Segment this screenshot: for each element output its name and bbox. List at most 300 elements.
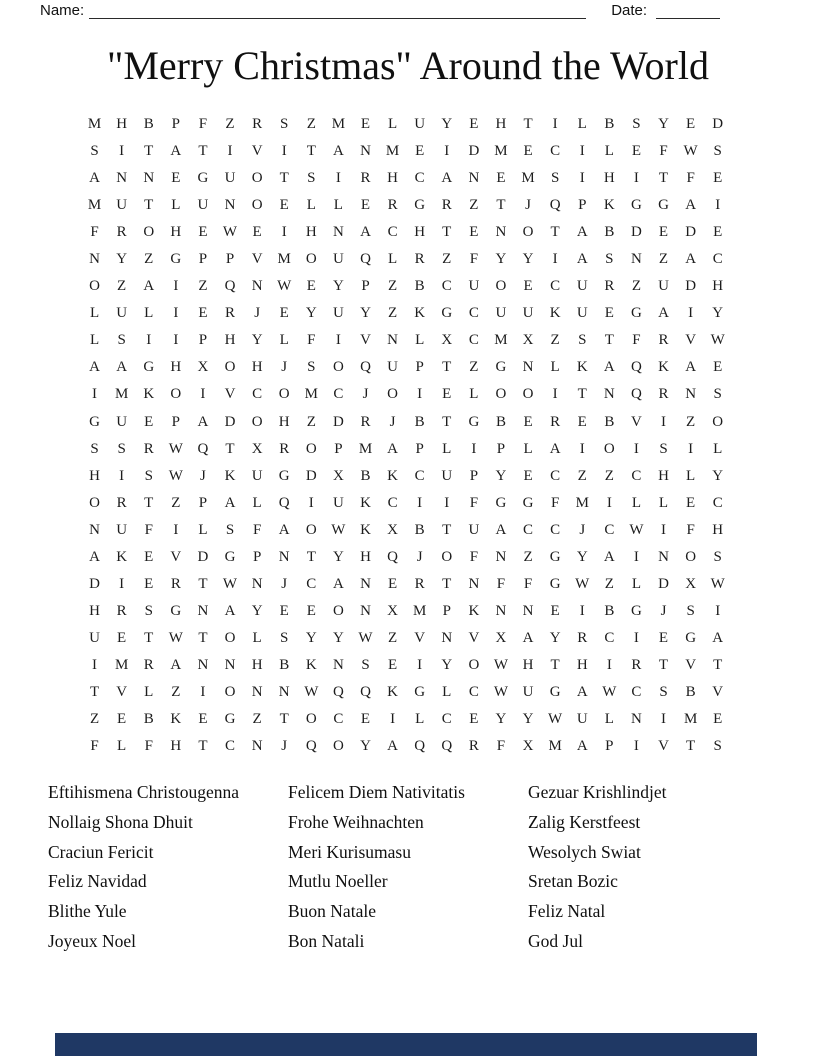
grid-letter: I (173, 278, 179, 295)
grid-letter: E (631, 143, 641, 160)
grid-letter: W (222, 224, 238, 241)
grid-letter: H (170, 224, 182, 241)
grid-letter: T (144, 143, 154, 160)
grid-letter: T (442, 413, 452, 430)
grid-letter: Y (522, 711, 534, 728)
grid-letter: S (280, 116, 289, 133)
grid-letter: L (252, 629, 262, 646)
grid-letter: U (522, 305, 534, 322)
grid-letter: Z (658, 251, 669, 268)
grid-letter: Z (577, 467, 587, 484)
grid-letter: N (251, 278, 263, 295)
word-list-item: Mutlu Noeller (288, 871, 388, 892)
grid-letter: W (304, 684, 319, 700)
grid-letter: K (224, 467, 236, 484)
grid-letter: E (713, 711, 723, 728)
grid-letter: P (252, 548, 262, 565)
grid-letter: M (521, 170, 535, 187)
grid-letter: A (576, 224, 588, 241)
grid-letter: D (305, 467, 317, 484)
grid-letter: V (658, 738, 669, 755)
grid-letter: W (629, 521, 644, 538)
grid-letter: Y (658, 116, 669, 133)
grid-letter: S (280, 629, 289, 646)
grid-letter: R (414, 575, 425, 592)
grid-letter: Y (549, 629, 561, 646)
grid-letter: R (252, 116, 263, 133)
grid-letter: G (658, 197, 669, 214)
grid-letter: L (631, 494, 641, 511)
grid-letter: O (495, 278, 507, 295)
grid-letter: C (441, 711, 452, 728)
grid-letter: B (495, 413, 506, 430)
grid-letter: S (713, 143, 722, 160)
grid-letter: S (144, 602, 153, 619)
grid-letter: H (522, 656, 534, 673)
grid-letter: S (90, 143, 99, 160)
grid-letter: A (170, 143, 182, 160)
word-list-item: Bon Natali (288, 930, 365, 951)
grid-letter: W (277, 278, 292, 295)
grid-letter: D (89, 575, 100, 592)
grid-letter: A (495, 521, 507, 538)
grid-letter: Q (631, 359, 642, 376)
grid-letter: E (469, 224, 479, 241)
grid-letter: T (306, 548, 316, 565)
grid-letter: S (659, 684, 668, 700)
grid-letter: E (686, 494, 696, 511)
grid-letter: W (331, 521, 346, 538)
grid-letter: O (332, 602, 344, 619)
grid-letter: G (224, 711, 236, 728)
grid-letter: U (332, 305, 344, 322)
grid-letter: U (224, 170, 236, 187)
grid-letter: O (170, 386, 182, 403)
grid-letter: G (170, 251, 182, 268)
grid-letter: T (713, 656, 723, 673)
grid-letter: S (117, 332, 126, 349)
grid-letter: W (493, 684, 509, 700)
grid-letter: O (305, 521, 317, 538)
grid-letter: A (89, 359, 100, 376)
grid-letter: C (550, 467, 561, 484)
grid-letter: J (200, 467, 206, 484)
grid-letter: I (606, 494, 612, 511)
grid-letter: L (658, 494, 669, 511)
grid-letter: T (442, 521, 452, 538)
grid-letter: E (144, 413, 154, 430)
grid-letter: L (442, 684, 452, 700)
grid-letter: V (685, 332, 697, 349)
grid-letter: C (333, 711, 344, 728)
grid-letter: N (251, 684, 263, 700)
grid-letter: I (633, 548, 639, 565)
grid-letter: I (119, 143, 125, 160)
grid-letter: I (417, 494, 423, 511)
grid-letter: C (306, 575, 317, 592)
word-list-item: Wesolych Swiat (528, 841, 641, 862)
grid-letter: M (575, 494, 589, 511)
grid-letter: C (441, 278, 452, 295)
grid-letter: Z (387, 629, 398, 646)
grid-letter: Z (225, 116, 235, 133)
grid-letter: D (468, 143, 480, 160)
grid-letter: T (686, 738, 696, 755)
grid-letter: K (116, 548, 128, 565)
grid-letter: E (523, 278, 533, 295)
grid-letter: P (578, 197, 587, 214)
grid-letter: L (577, 116, 587, 133)
grid-letter: Q (197, 440, 209, 457)
grid-letter: F (659, 143, 668, 160)
grid-letter: S (307, 359, 316, 376)
grid-letter: R (658, 386, 669, 403)
grid-letter: Q (360, 251, 371, 268)
grid-letter: N (224, 656, 236, 673)
grid-letter: L (89, 305, 100, 322)
grid-letter: I (92, 656, 98, 673)
grid-letter: Y (441, 116, 453, 133)
grid-letter: B (414, 521, 425, 538)
grid-letter: S (659, 440, 668, 457)
grid-letter: C (550, 143, 561, 160)
grid-letter: A (685, 251, 697, 268)
grid-letter: G (495, 494, 507, 511)
grid-letter: I (173, 305, 179, 322)
grid-letter: I (335, 170, 341, 187)
grid-letter: U (522, 684, 534, 700)
grid-letter: X (441, 332, 453, 349)
grid-letter: O (224, 359, 236, 376)
grid-letter: U (658, 278, 669, 295)
grid-letter: H (712, 521, 724, 538)
grid-letter: Y (332, 548, 344, 565)
grid-letter: Z (550, 332, 560, 349)
grid-letter: W (683, 143, 698, 160)
grid-letter: X (251, 440, 263, 457)
grid-letter: K (576, 359, 588, 376)
grid-letter: Y (712, 305, 724, 322)
grid-letter: G (143, 359, 155, 376)
grid-letter: V (251, 251, 263, 268)
grid-letter: O (712, 413, 724, 430)
grid-letter: P (198, 494, 208, 511)
grid-letter: C (252, 386, 263, 403)
grid-letter: E (415, 143, 425, 160)
grid-letter: R (143, 440, 154, 457)
grid-letter: L (387, 251, 398, 268)
grid-letter: I (92, 386, 98, 403)
grid-letter: Z (171, 494, 181, 511)
grid-letter: O (495, 386, 507, 403)
word-list-item: Blithe Yule (48, 901, 127, 922)
grid-letter: L (604, 711, 614, 728)
grid-letter: I (281, 143, 287, 160)
grid-letter: A (387, 440, 398, 457)
grid-letter: T (523, 116, 533, 133)
grid-letter: T (442, 575, 452, 592)
grid-letter: L (198, 521, 208, 538)
grid-letter: R (550, 413, 561, 430)
grid-letter: D (224, 413, 236, 430)
grid-letter: W (710, 575, 725, 592)
grid-letter: U (441, 467, 453, 484)
grid-letter: W (548, 711, 563, 728)
grid-letter: M (331, 116, 346, 133)
name-blank-line (89, 4, 586, 19)
grid-letter: H (305, 224, 317, 241)
grid-letter: Y (116, 251, 128, 268)
grid-letter: L (631, 575, 641, 592)
grid-letter: O (224, 684, 236, 700)
grid-letter: U (576, 711, 588, 728)
grid-letter: O (305, 711, 317, 728)
grid-letter: E (306, 602, 316, 619)
grid-letter: L (387, 116, 398, 133)
grid-letter: O (522, 224, 534, 241)
grid-letter: I (119, 467, 125, 484)
grid-letter: Y (360, 738, 371, 755)
grid-letter: L (333, 197, 343, 214)
grid-letter: X (522, 332, 534, 349)
grid-letter: T (198, 143, 208, 160)
grid-letter: V (685, 656, 697, 673)
grid-letter: L (89, 332, 100, 349)
grid-letter: N (224, 197, 236, 214)
grid-letter: W (358, 629, 373, 646)
grid-letter: Z (144, 251, 154, 268)
grid-letter: A (116, 359, 128, 376)
grid-letter: E (198, 305, 208, 322)
grid-letter: J (525, 197, 531, 214)
grid-letter: I (444, 143, 450, 160)
grid-letter: S (225, 521, 235, 538)
grid-letter: O (305, 251, 317, 268)
grid-letter: I (715, 602, 721, 619)
grid-letter: B (604, 224, 615, 241)
grid-letter: H (89, 467, 100, 484)
grid-letter: C (631, 467, 642, 484)
grid-letter: R (170, 575, 181, 592)
grid-letter: W (168, 629, 183, 646)
grid-letter: I (552, 251, 558, 268)
grid-letter: I (579, 440, 585, 457)
grid-letter: P (171, 413, 180, 430)
grid-letter: Q (631, 386, 642, 403)
grid-letter: I (579, 170, 585, 187)
grid-letter: I (633, 440, 639, 457)
grid-letter: A (360, 224, 371, 241)
grid-letter: N (522, 359, 534, 376)
grid-letter: T (442, 359, 452, 376)
grid-letter: Z (306, 413, 316, 430)
grid-letter: R (360, 170, 371, 187)
grid-letter: C (550, 521, 561, 538)
grid-letter: R (658, 332, 669, 349)
grid-letter: C (604, 629, 615, 646)
grid-letter: P (605, 738, 614, 755)
grid-letter: I (417, 656, 423, 673)
grid-letter: I (390, 711, 396, 728)
grid-letter: T (442, 224, 452, 241)
word-list-item: Zalig Kerstfeest (528, 811, 641, 832)
grid-letter: G (522, 494, 534, 511)
grid-letter: R (604, 278, 615, 295)
grid-letter: K (387, 684, 398, 700)
grid-letter: S (144, 467, 153, 484)
grid-letter: L (117, 738, 127, 755)
grid-letter: O (305, 440, 317, 457)
grid-letter: F (469, 548, 479, 565)
grid-letter: Y (332, 629, 344, 646)
grid-letter: N (197, 656, 209, 673)
grid-letter: R (414, 251, 425, 268)
grid-letter: H (495, 116, 507, 133)
grid-letter: O (685, 548, 697, 565)
grid-letter: N (278, 684, 290, 700)
grid-letter: K (143, 386, 155, 403)
grid-letter: U (576, 305, 588, 322)
grid-letter: V (712, 684, 724, 700)
grid-letter: C (550, 278, 561, 295)
grid-letter: T (144, 494, 154, 511)
grid-letter: Z (631, 278, 641, 295)
grid-letter: O (332, 738, 344, 755)
grid-letter: T (604, 332, 614, 349)
grid-letter: F (198, 116, 208, 133)
grid-letter: E (360, 711, 371, 728)
grid-letter: X (685, 575, 697, 592)
grid-letter: S (605, 251, 614, 268)
grid-letter: A (576, 684, 588, 700)
grid-letter: V (224, 386, 236, 403)
grid-letter: D (685, 224, 697, 241)
grid-letter: H (224, 332, 236, 349)
grid-letter: F (252, 521, 262, 538)
grid-letter: O (143, 224, 155, 241)
grid-letter: D (631, 224, 642, 241)
grid-letter: L (713, 440, 723, 457)
grid-letter: I (173, 521, 179, 538)
grid-letter: Y (332, 278, 344, 295)
grid-letter: P (361, 278, 370, 295)
grid-letter: B (360, 467, 371, 484)
grid-letter: E (252, 224, 262, 241)
grid-letter: S (686, 602, 695, 619)
grid-letter: A (576, 738, 588, 755)
grid-letter: V (360, 332, 371, 349)
grid-letter: S (632, 116, 641, 133)
grid-letter: N (360, 143, 371, 160)
grid-letter: J (281, 359, 288, 376)
grid-letter: N (495, 548, 507, 565)
grid-letter: L (279, 332, 289, 349)
word-list-item: Nollaig Shona Dhuit (48, 811, 193, 832)
grid-letter: E (523, 413, 533, 430)
grid-letter: R (143, 656, 154, 673)
grid-letter: G (549, 575, 561, 592)
grid-letter: E (523, 467, 533, 484)
name-label: Name: (40, 2, 85, 19)
grid-letter: P (225, 251, 235, 268)
grid-letter: I (444, 494, 450, 511)
grid-letter: L (604, 143, 614, 160)
word-list-item: Eftihismena Christougenna (48, 782, 240, 802)
grid-letter: Y (251, 332, 263, 349)
grid-letter: Z (442, 251, 452, 268)
grid-letter: Z (252, 711, 262, 728)
grid-letter: F (144, 521, 153, 538)
grid-letter: W (168, 440, 183, 457)
grid-letter: K (170, 711, 182, 728)
grid-letter: M (358, 440, 373, 457)
grid-letter: I (200, 386, 206, 403)
grid-letter: E (577, 413, 587, 430)
grid-letter: G (631, 197, 642, 214)
grid-letter: S (90, 440, 99, 457)
grid-letter: E (469, 116, 479, 133)
grid-letter: U (332, 494, 344, 511)
grid-letter: B (414, 413, 425, 430)
grid-letter: R (360, 413, 371, 430)
grid-letter: G (631, 305, 642, 322)
grid-letter: I (661, 413, 667, 430)
grid-letter: L (686, 467, 696, 484)
grid-letter: T (225, 440, 235, 457)
grid-letter: U (387, 359, 398, 376)
grid-letter: C (712, 494, 723, 511)
grid-letter: W (493, 656, 509, 673)
grid-letter: U (116, 197, 128, 214)
grid-letter: E (469, 711, 479, 728)
grid-letter: Z (604, 575, 614, 592)
grid-letter: M (114, 386, 129, 403)
grid-letter: N (468, 170, 480, 187)
grid-letter: L (306, 197, 316, 214)
grid-letter: T (144, 197, 154, 214)
grid-letter: U (251, 467, 263, 484)
grid-letter: O (251, 197, 263, 214)
grid-letter: R (116, 224, 127, 241)
grid-letter: A (197, 413, 209, 430)
grid-letter: M (385, 143, 400, 160)
grid-letter: B (604, 602, 615, 619)
grid-letter: Y (712, 467, 724, 484)
grid-letter: P (496, 440, 506, 457)
grid-letter: I (688, 440, 694, 457)
grid-letter: N (441, 629, 453, 646)
grid-letter: M (114, 656, 129, 673)
grid-letter: J (281, 738, 288, 755)
grid-letter: E (686, 116, 696, 133)
grid-letter: B (143, 116, 154, 133)
grid-letter: C (387, 224, 398, 241)
grid-letter: G (549, 684, 561, 700)
grid-letter: G (170, 602, 182, 619)
grid-letter: H (89, 602, 100, 619)
grid-letter: B (279, 656, 290, 673)
grid-letter: B (143, 711, 154, 728)
grid-letter: N (332, 224, 344, 241)
grid-letter: G (414, 684, 426, 700)
grid-letter: Z (306, 116, 316, 133)
grid-letter: J (660, 602, 667, 619)
grid-letter: D (658, 575, 669, 592)
grid-letter: A (658, 305, 669, 322)
grid-letter: K (305, 656, 317, 673)
word-list-item: Feliz Natal (528, 901, 606, 922)
grid-letter: Z (89, 711, 100, 728)
